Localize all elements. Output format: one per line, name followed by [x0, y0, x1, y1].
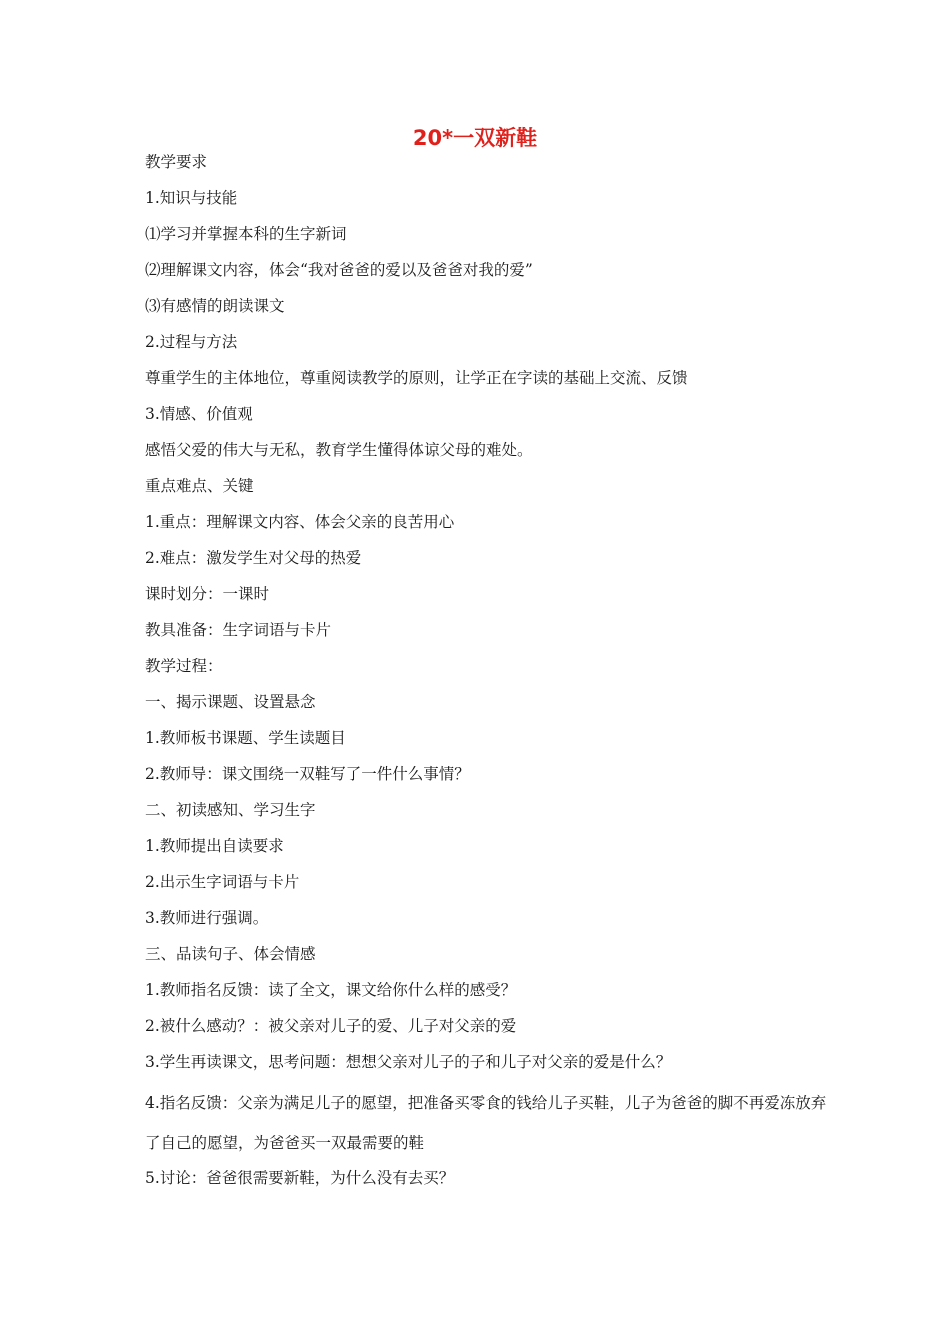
body-line: 2.出示生字词语与卡片: [145, 873, 300, 891]
body-line: 3.学生再读课文，思考问题：想想父亲对儿子的子和儿子对父亲的爱是什么？: [145, 1053, 672, 1071]
body-line: 1.知识与技能: [145, 189, 238, 207]
body-paragraph-wrapped: 4.指名反馈：父亲为满足儿子的愿望，把准备买零食的钱给儿子买鞋，儿子为爸爸的脚不再爱冻放弃了自己的愿望，为爸爸买一双最需要的鞋: [145, 1094, 827, 1152]
body-line: 1.教师指名反馈：读了全文，课文给你什么样的感受？: [145, 981, 517, 999]
body-line: ⑶有感情的朗读课文: [145, 297, 285, 315]
section-heading-key-points: 重点难点、关键: [145, 477, 254, 495]
body-line: ⑴学习并掌握本科的生字新词: [145, 225, 347, 243]
body-line: 3.教师进行强调。: [145, 909, 269, 927]
body-line: 教具准备：生字词语与卡片: [145, 621, 332, 639]
document-title: 20*一双新鞋: [412, 126, 538, 150]
body-line: 二、初读感知、学习生字: [145, 801, 316, 819]
body-line: 2.被什么感动？：被父亲对儿子的爱、儿子对父亲的爱: [145, 1017, 517, 1035]
body-line: 5.讨论：爸爸很需要新鞋，为什么没有去买？: [145, 1169, 455, 1187]
section-heading-requirements: 教学要求: [145, 153, 208, 171]
body-line: ⑵理解课文内容，体会“我对爸爸的爱以及爸爸对我的爱”: [145, 261, 533, 279]
body-line: 1.重点：理解课文内容、体会父亲的良苦用心: [145, 513, 455, 531]
body-line: 1.教师提出自读要求: [145, 837, 284, 855]
section-heading-process: 教学过程：: [145, 657, 223, 675]
body-line: 尊重学生的主体地位，尊重阅读教学的原则，让学正在字读的基础上交流、反馈: [145, 369, 688, 387]
body-line: 2.过程与方法: [145, 333, 238, 351]
body-line: 一、揭示课题、设置悬念: [145, 693, 316, 711]
body-line: 3.情感、价值观: [145, 405, 253, 423]
body-line: 1.教师板书课题、学生读题目: [145, 729, 346, 747]
body-line: 2.教师导：课文围绕一双鞋写了一件什么事情？: [145, 765, 470, 783]
body-line: 感悟父爱的伟大与无私，教育学生懂得体谅父母的难处。: [145, 441, 533, 459]
body-line: 课时划分：一课时: [145, 585, 270, 603]
body-line: 2.难点：激发学生对父母的热爱: [145, 549, 362, 567]
document-body: [145, 147, 835, 1199]
body-line: 三、品读句子、体会情感: [145, 945, 316, 963]
